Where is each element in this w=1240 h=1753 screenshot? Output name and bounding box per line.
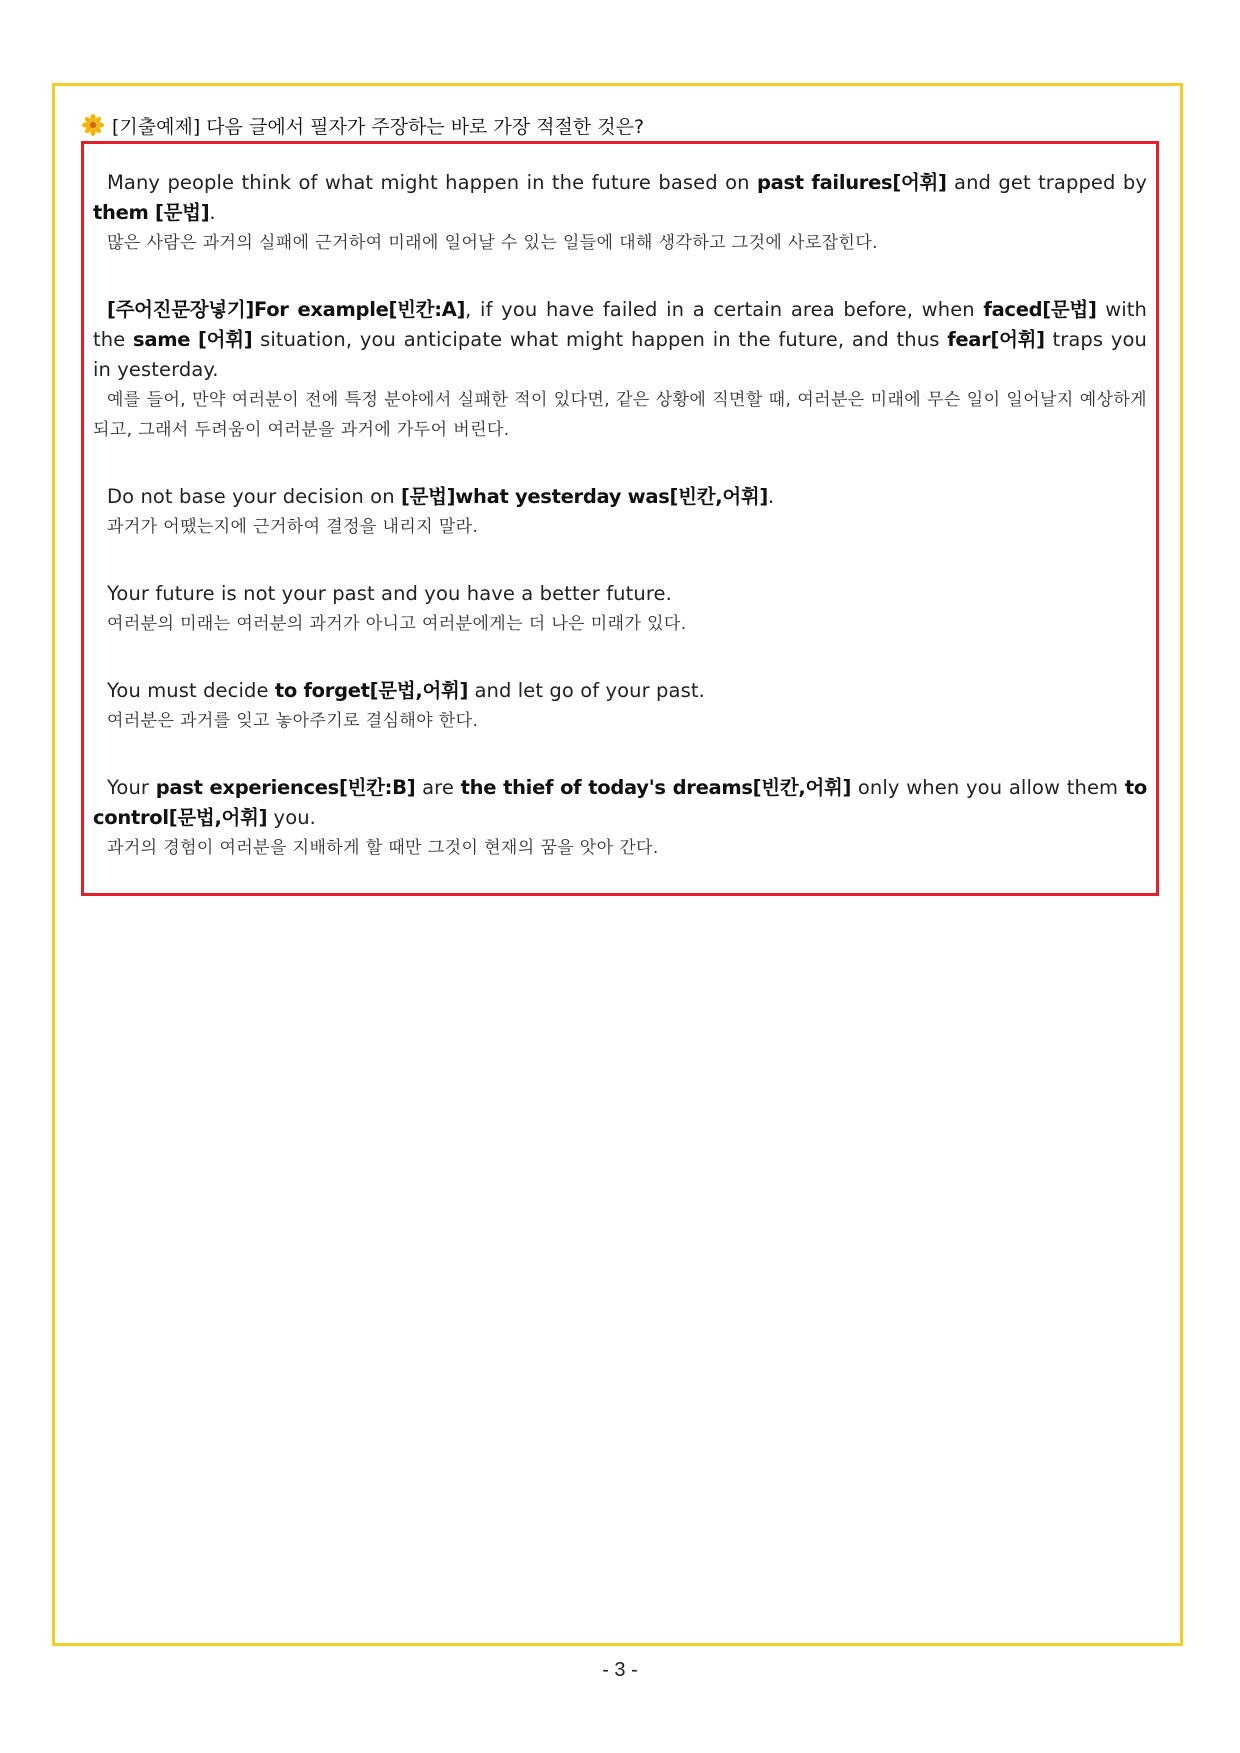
sentence-text: you.	[267, 806, 316, 829]
sentence-text: and get trapped by	[946, 171, 1148, 194]
highlighted-phrase: faced[문법]	[983, 298, 1097, 321]
sentence-text: and let go of your past.	[468, 679, 705, 702]
sentence-text: only when you allow them	[851, 776, 1125, 799]
sentence-text: are	[415, 776, 461, 799]
sentence-text: , if you have failed in a certain area before, when	[465, 298, 984, 321]
question-header	[82, 110, 644, 140]
highlighted-phrase: fear[어휘]	[947, 328, 1045, 351]
sentence-block-3	[93, 482, 1147, 542]
sentence-block-5	[93, 676, 1147, 736]
sentence-text: You must decide	[107, 679, 275, 702]
highlighted-phrase: [주어진문장넣기]For example[빈칸:A]	[107, 298, 466, 321]
korean-translation: 많은 사람은 과거의 실패에 근거하여 미래에 일어날 수 있는 일들에 대해 생각하고 그것에 사로잡힌다.	[107, 233, 878, 253]
sentence-text: .	[768, 485, 775, 508]
sentence-text: Do not base your decision on	[107, 485, 401, 508]
english-sentence	[93, 482, 1147, 512]
sentence-text: .	[209, 201, 216, 224]
flower-icon	[82, 114, 104, 136]
english-sentence	[93, 295, 1147, 385]
highlighted-phrase: [문법]what yesterday was[빈칸,어휘]	[400, 485, 769, 508]
highlighted-phrase: past experiences[빈칸:B]	[155, 776, 416, 799]
korean-translation: 여러분의 미래는 여러분의 과거가 아니고 여러분에게는 더 나은 미래가 있다.	[107, 614, 687, 634]
korean-translation: 과거의 경험이 여러분을 지배하게 할 때만 그것이 현재의 꿈을 앗아 간다.	[107, 838, 659, 858]
sentence-block-6	[93, 773, 1147, 863]
sentence-text: with the	[93, 298, 1147, 351]
highlighted-phrase: to control[문법,어휘]	[93, 776, 1147, 829]
sentence-block-4	[93, 579, 1147, 639]
highlighted-phrase: same [어휘]	[133, 328, 253, 351]
page-number: - 3 -	[602, 1659, 638, 1681]
passage-box	[81, 141, 1159, 896]
sentence-text: Your future is not your past and you have a better future.	[107, 582, 672, 605]
english-sentence	[93, 168, 1147, 228]
korean-translation: 여러분은 과거를 잊고 놓아주기로 결심해야 한다.	[107, 711, 479, 731]
highlighted-phrase: past failures[어휘]	[756, 171, 947, 194]
highlighted-phrase: the thief of today's dreams[빈칸,어휘]	[460, 776, 852, 799]
korean-translation: 과거가 어땠는지에 근거하여 결정을 내리지 말라.	[107, 517, 479, 537]
sentence-block-1	[93, 168, 1147, 258]
sentence-text: Many people think of what might happen in the future based on	[107, 171, 757, 194]
sentence-block-2	[93, 295, 1147, 445]
question-title: [기출예제] 다음 글에서 필자가 주장하는 바로 가장 적절한 것은?	[112, 115, 645, 138]
english-sentence	[93, 579, 1147, 609]
highlighted-phrase: them [문법]	[93, 201, 210, 224]
english-sentence	[93, 773, 1147, 833]
sentence-text: traps you in yesterday.	[93, 328, 1147, 381]
english-sentence	[93, 676, 1147, 706]
sentence-text: Your	[107, 776, 156, 799]
highlighted-phrase: to forget[문법,어휘]	[274, 679, 469, 702]
sentence-text: situation, you anticipate what might happen in the future, and thus	[252, 328, 948, 351]
korean-translation: 예를 들어, 만약 여러분이 전에 특정 분야에서 실패한 적이 있다면, 같은 상황에 직면할 때, 여러분은 미래에 무슨 일이 일어날지 예상하게 되고, 그래서 두려움이 여러분을 과거에 가두어 버린다.	[93, 390, 1147, 440]
